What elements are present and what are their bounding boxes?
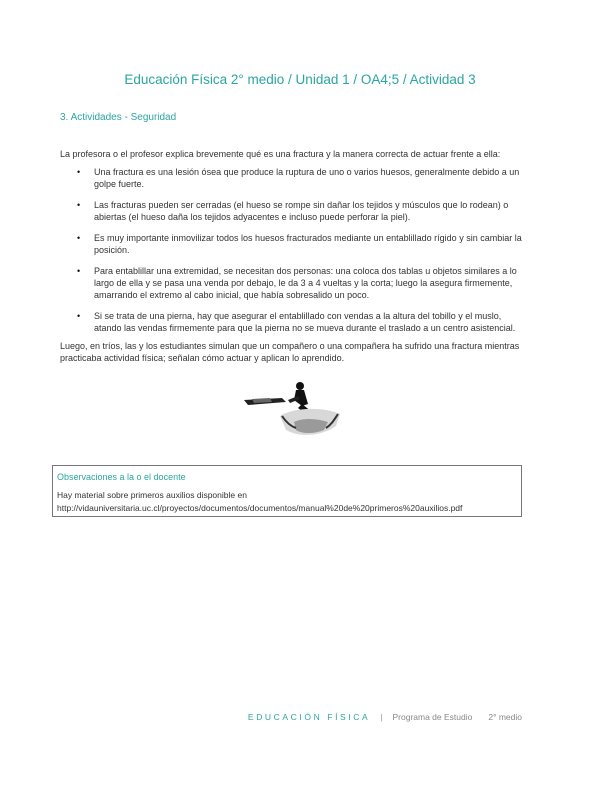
list-item-text: Si se trata de una pierna, hay que asegurar el entablillado con vendas a la altura del tobillo y el muslo, atando las vendas firmemente para que la pierna no se mueva durante el traslado a un centro asistencial. bbox=[94, 311, 516, 333]
list-item-text: Es muy importante inmovilizar todos los huesos fracturados mediante un entablillado rígido y sin cambiar la posición. bbox=[94, 233, 522, 255]
bullet-icon: • bbox=[77, 266, 81, 276]
page-footer bbox=[248, 712, 522, 722]
page-title: Educación Física 2° medio / Unidad 1 / OA4;5 / Actividad 3 bbox=[124, 72, 476, 87]
first-aid-illustration bbox=[242, 378, 348, 440]
footer-grade: 2° medio bbox=[488, 712, 522, 722]
list-item-text: Una fractura es una lesión ósea que produce la ruptura de uno o varios huesos, generalmente debido a un golpe fuerte. bbox=[94, 167, 520, 189]
bullet-icon: • bbox=[77, 167, 81, 177]
bullet-icon: • bbox=[77, 233, 81, 243]
resource-link[interactable]: http://vidauniversitaria.uc.cl/proyectos/documentos/documentos/manual%20de%20primeros%20auxilios.pdf bbox=[57, 503, 463, 513]
bullet-list bbox=[60, 166, 530, 343]
list-item bbox=[60, 232, 530, 256]
teacher-notes-box bbox=[52, 465, 522, 517]
intro-paragraph: La profesora o el profesor explica brevemente qué es una fractura y la manera correcta de actuar frente a ella: bbox=[60, 149, 501, 159]
footer-program: Programa de Estudio bbox=[392, 712, 473, 722]
footer-separator: | bbox=[380, 712, 383, 722]
list-item bbox=[60, 166, 530, 190]
bullet-icon: • bbox=[77, 200, 81, 210]
notes-title: Observaciones a la o el docente bbox=[57, 472, 186, 482]
list-item-text: Las fracturas pueden ser cerradas (el hueso se rompe sin dañar los tejidos y músculos que lo rodean) o abiertas (el hueso daña los tejidos adyacentes e incluso puede perforar la piel). bbox=[94, 200, 509, 222]
list-item bbox=[60, 265, 530, 301]
list-item bbox=[60, 310, 530, 334]
footer-subject: EDUCACIÓN FÍSICA bbox=[247, 712, 371, 722]
bullet-icon: • bbox=[77, 311, 81, 321]
outro-paragraph: Luego, en tríos, las y los estudiantes simulan que un compañero o una compañera ha sufrido una fractura mientras practicaba actividad física; señalan cómo actuar y aplican lo aprendido. bbox=[60, 341, 520, 363]
notes-text: Hay material sobre primeros auxilios disponible en bbox=[57, 490, 247, 500]
section-heading: 3. Actividades - Seguridad bbox=[60, 112, 177, 123]
list-item-text: Para entablillar una extremidad, se necesitan dos personas: una coloca dos tablas u objetos similares a lo largo de ella y se pasa una venda por debajo, le da 3 a 4 vueltas y la corta; luego la asegura firmemente, amarrando el extremo al cabo inicial, que había sobresalido un poco. bbox=[94, 266, 517, 300]
list-item bbox=[60, 199, 530, 223]
